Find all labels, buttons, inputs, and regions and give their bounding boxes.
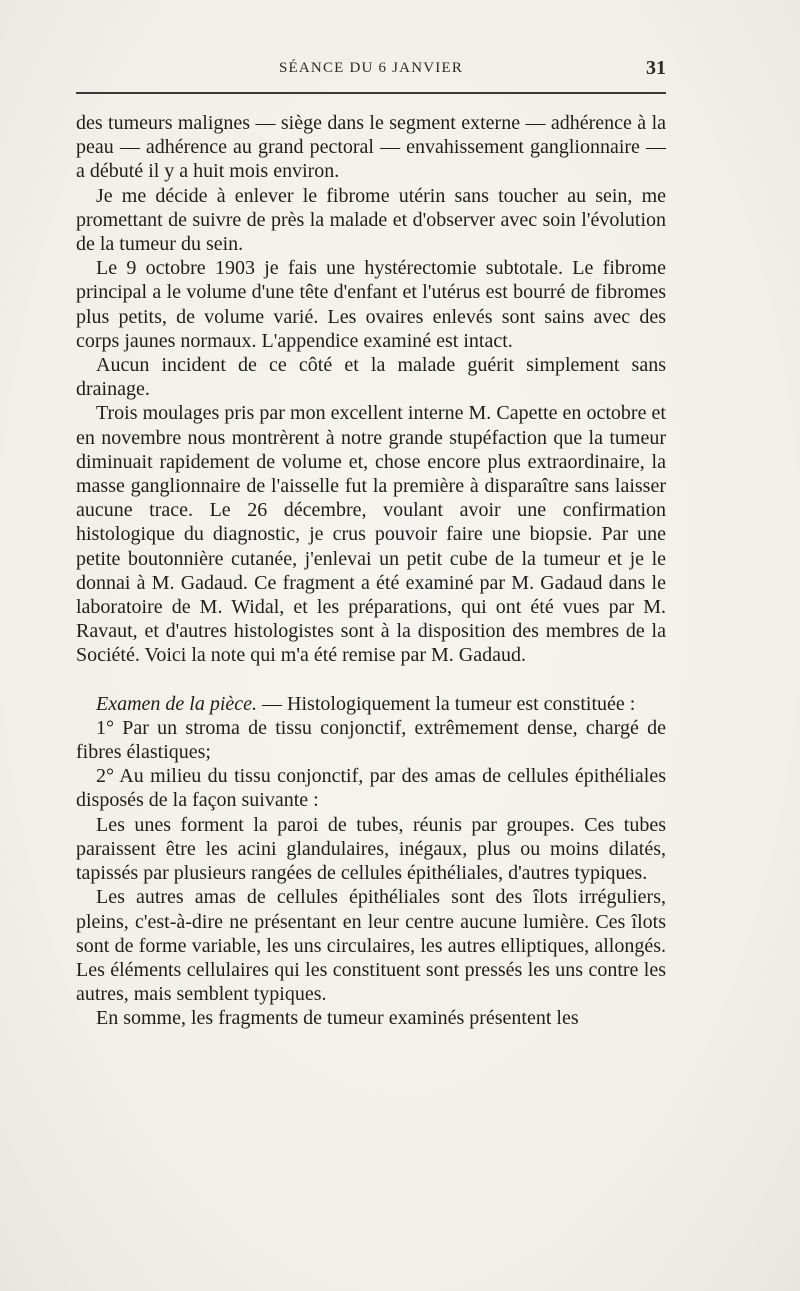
paragraph: Aucun incident de ce côté et la malade guérit simplement sans drainage.: [76, 354, 666, 401]
paragraph: Les autres amas de cellules épithéliales sont des îlots irréguliers, pleins, c'est-à-dire ne présentant en leur centre aucune lumière. Ces îlots sont de forme variable, les uns circulaires, les autres elliptiques, allongés. Les éléments cellulaires qui les constituent sont pressés les uns contre les autres, mais semblent typiques.: [76, 886, 666, 1006]
header-rule: [76, 92, 666, 94]
paragraph: Les unes forment la paroi de tubes, réunis par groupes. Ces tubes paraissent être les acini glandulaires, inégaux, plus ou moins dilatés, tapissés par plusieurs rangées de cellules épithéliales, d'autres typiques.: [76, 813, 666, 885]
paragraph: Trois moulages pris par mon excellent interne M. Capette en octobre et en novembre nous montrèrent à notre grande stupéfaction que la tumeur diminuait rapidement de volume et, chose encore plus extraordinaire, la masse ganglionnaire de l'aisselle fut la première à disparaître sans laisser aucune trace. Le 26 décembre, voulant avoir une confirmation histologique du diagnostic, je crus pouvoir faire une biopsie. Par une petite boutonnière cutanée, j'enlevai un petit cube de la tumeur et je le donnai à M. Gadaud. Ce fragment a été examiné par M. Gadaud dans le laboratoire de M. Widal, et les préparations, qui ont été vues par M. Ravaut, et d'autres histologistes sont à la disposition des membres de la Société. Voici la note qui m'a été remise par M. Gadaud.: [76, 402, 666, 667]
paragraph: 2° Au milieu du tissu conjonctif, par des amas de cellules épithéliales disposés de la façon suivante :: [76, 765, 666, 812]
page-header: [76, 54, 666, 84]
exam-intro: — Histologiquement la tumeur est constituée :: [257, 692, 636, 715]
paragraph: Le 9 octobre 1903 je fais une hystérectomie subtotale. Le fibrome principal a le volume d'une tête d'enfant et l'utérus est bourré de fibromes plus petits, de volume varié. Les ovaires enlevés sont sains avec des corps jaunes normaux. L'appendice examiné est intact.: [76, 257, 666, 352]
section-spacer: [76, 668, 666, 692]
exam-heading: Examen de la pièce.: [96, 692, 258, 715]
paragraph: 1° Par un stroma de tissu conjonctif, extrêmement dense, chargé de fibres élastiques;: [76, 716, 666, 764]
paragraph: En somme, les fragments de tumeur examinés présentent les: [96, 1007, 579, 1030]
exam-paragraph: [76, 692, 666, 716]
page-number: 31: [646, 57, 666, 79]
body-text: [76, 111, 666, 1031]
running-title: SÉANCE DU 6 JANVIER: [278, 60, 464, 76]
paragraph: des tumeurs malignes — siège dans le segment externe — adhérence à la peau — adhérence au grand pectoral — envahissement ganglionnaire — a débuté il y a huit mois environ.: [76, 112, 666, 183]
paragraph: Je me décide à enlever le fibrome utérin sans toucher au sein, me promettant de suivre de près la malade et d'observer avec soin l'évolution de la tumeur du sein.: [76, 184, 666, 256]
